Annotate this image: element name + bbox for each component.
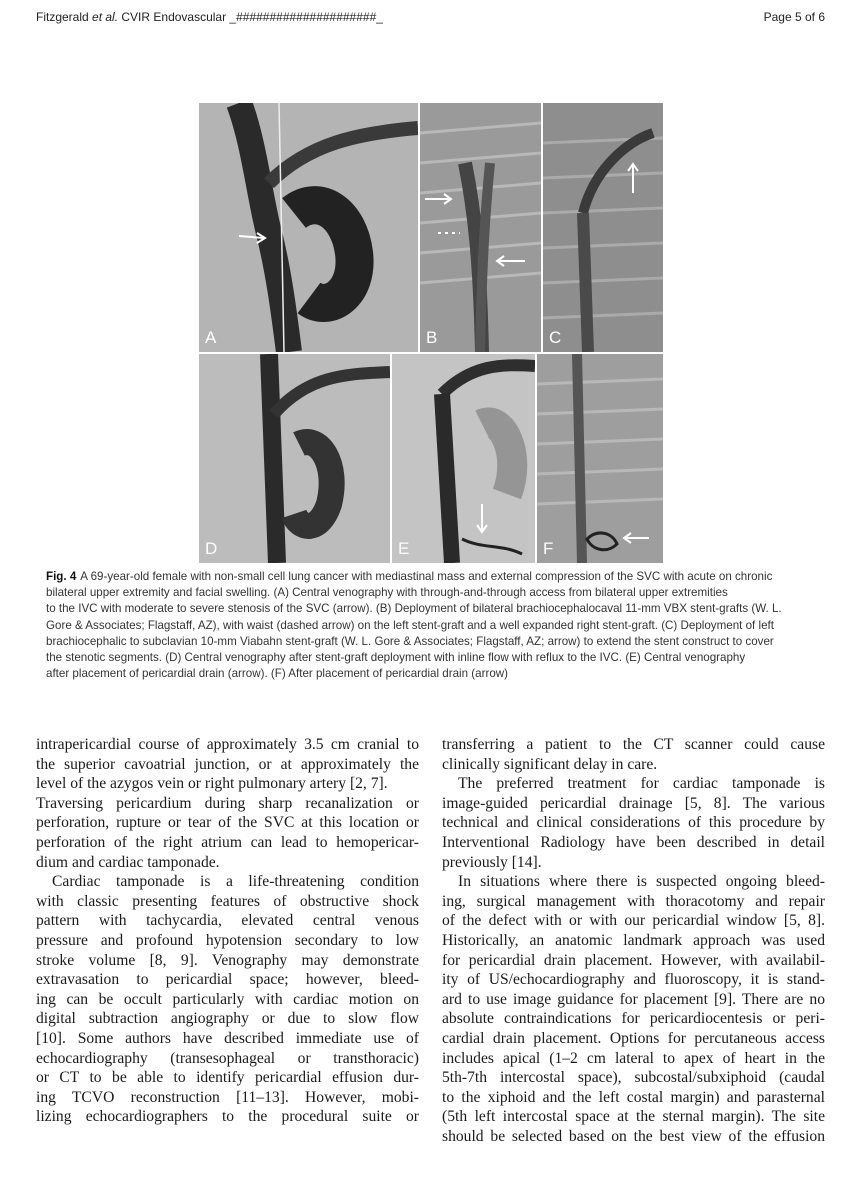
- body-text-line: In situations where there is suspected ongoing bleed-: [458, 873, 825, 891]
- figure-panel-a: [199, 103, 418, 352]
- body-text-line: extravasation to pericardial space; however, bleed-: [36, 971, 419, 989]
- header-journal: CVIR Endovascular: [118, 10, 227, 24]
- header-doi-mask: _#####################_: [226, 10, 383, 24]
- panel-label-f: F: [543, 539, 554, 558]
- body-text-line: Interventional Radiology have been described in detail: [442, 833, 825, 851]
- body-text-line: ity of US/echocardiography and fluoroscopy, it is stand-: [442, 971, 825, 989]
- figure-panel-e: [392, 354, 535, 563]
- body-text-line: with classic presenting features of obstructive shock: [36, 892, 419, 910]
- figure-label: Fig. 4: [46, 570, 77, 583]
- fluoroscopy-image-c: [543, 103, 663, 352]
- body-text-line: stroke volume [8, 9]. Venography may demonstrate: [36, 951, 419, 969]
- body-text-line: ing TCVO reconstruction [11–13]. However, mobi-: [36, 1088, 419, 1106]
- panel-label-b: B: [426, 328, 438, 347]
- body-text-line: ard to use image guidance for placement [9]. There are no: [442, 990, 825, 1008]
- fluoroscopy-image-f: [537, 354, 663, 563]
- panel-label-c: C: [549, 328, 562, 347]
- body-text-line: lizing echocardiographers to the procedural suite or: [36, 1108, 419, 1126]
- body-text-line: the superior cavoatrial junction, or at approximately the: [36, 755, 419, 773]
- body-text-line: absolute contraindications for pericardiocentesis or peri-: [442, 1010, 825, 1028]
- panel-label-a: A: [205, 328, 217, 347]
- body-text-line: ing can be occult particularly with cardiac motion on: [36, 990, 419, 1008]
- page-number: Page 5 of 6: [763, 10, 825, 24]
- body-text-line: technical and clinical considerations of this procedure by: [442, 814, 825, 832]
- body-text-line: 5th-7th intercostal space), subcostal/subxiphoid (caudal: [442, 1069, 825, 1087]
- figure-panel-c: [543, 103, 663, 352]
- venography-image-e: [392, 354, 535, 563]
- body-text-line: previously [14].: [442, 853, 542, 871]
- caption-text: A 69-year-old female with non-small cell lung cancer with mediastinal mass and external compression of the SVC with acute on chronic: [80, 570, 773, 583]
- panel-label-e: E: [398, 539, 410, 558]
- body-text-line: includes apical (1–2 cm lateral to apex of heart in the: [442, 1049, 825, 1067]
- venography-image-d: [199, 354, 390, 563]
- body-text-line: for pericardial drain placement. However, with availabil-: [442, 951, 825, 969]
- body-text-line: digital subtraction angiography or due to slow flow: [36, 1010, 419, 1028]
- running-header: [36, 10, 383, 24]
- body-text-line: Cardiac tamponade is a life-threatening condition: [52, 873, 419, 891]
- figure-4: [199, 103, 663, 563]
- body-text-line: The preferred treatment for cardiac tamponade is: [458, 775, 825, 793]
- figure-caption: [46, 569, 806, 682]
- caption-line-first: [46, 569, 806, 585]
- body-text-line: transferring a patient to the CT scanner could cause: [442, 736, 825, 753]
- figure-panel-f: [537, 354, 663, 563]
- body-text-line: perforation of the right atrium can lead to hemopericar-: [36, 833, 419, 851]
- caption-line: to the IVC with moderate to severe stenosis of the SVC (arrow). (B) Deployment of bilateral brachiocephalocaval 11-mm VBX stent-grafts (W. L.: [46, 602, 782, 616]
- fluoroscopy-image-b: [420, 103, 541, 352]
- body-text-line: should be selected based on the best view of the effusion: [442, 1127, 825, 1145]
- body-text-line: to the xiphoid and the left costal margin) and parasternal: [442, 1088, 825, 1106]
- body-text-line: dium and cardiac tamponade.: [36, 853, 220, 871]
- body-column-right: [442, 735, 825, 1146]
- body-text-line: (5th left intercostal space at the sternal margin). The site: [442, 1108, 825, 1126]
- panel-label-d: D: [205, 539, 218, 558]
- header-author: Fitzgerald: [36, 10, 89, 24]
- caption-line: brachiocephalic to subclavian 10-mm Viabahn stent-graft (W. L. Gore & Associates; Flagstaff, AZ; arrow) to extend the stent construct to cover: [46, 634, 774, 648]
- caption-line: the stenotic segments. (D) Central venography after stent-graft deployment with inline flow with reflux to the IVC. (E) Central venography: [46, 651, 746, 665]
- body-text-line: ing, surgical management with thoracotomy and repair: [442, 892, 825, 910]
- body-text-line: image-guided pericardial drainage [5, 8]. The various: [442, 794, 825, 812]
- body-text-line: cardial drain placement. Options for percutaneous access: [442, 1029, 825, 1047]
- body-text-line: clinically significant delay in care.: [442, 755, 658, 773]
- body-text-line: [10]. Some authors have described immediate use of: [36, 1029, 419, 1047]
- header-etal: et al.: [88, 10, 119, 24]
- figure-panel-d: [199, 354, 390, 563]
- body-text-line: perforation, rupture or tear of the SVC at this location or: [36, 814, 419, 832]
- body-text-line: of the defect with or with our pericardial window [5, 8].: [442, 912, 825, 930]
- body-text-line: level of the azygos vein or right pulmonary artery [2, 7].: [36, 775, 388, 793]
- body-text-line: pressure and profound hypotension secondary to low: [36, 931, 419, 949]
- body-text-line: Historically, an anatomic landmark approach was used: [442, 931, 825, 949]
- venography-image-a: [199, 103, 418, 352]
- body-text-line: pattern with tachycardia, elevated central venous: [36, 912, 419, 930]
- caption-line: Gore & Associates; Flagstaff, AZ), with waist (dashed arrow) on the left stent-graft and a well expanded right stent-graft. (C) Deployment of left: [46, 618, 774, 632]
- body-text-line: Traversing pericardium during sharp recanalization or: [36, 794, 419, 812]
- body-text-line: intrapericardial course of approximately 3.5 cm cranial to: [36, 736, 419, 753]
- body-text-line: or CT to be able to identify pericardial effusion dur-: [36, 1069, 419, 1087]
- body-text-line: echocardiography (transesophageal or transthoracic): [36, 1049, 419, 1067]
- figure-panel-b: [420, 103, 541, 352]
- caption-line: bilateral upper extremity and facial swelling. (A) Central venography with through-and-through access from bilateral upper extremities: [46, 586, 728, 600]
- caption-line: after placement of pericardial drain (arrow). (F) After placement of pericardial drain (arrow): [46, 667, 508, 681]
- body-column-left: [36, 735, 419, 1127]
